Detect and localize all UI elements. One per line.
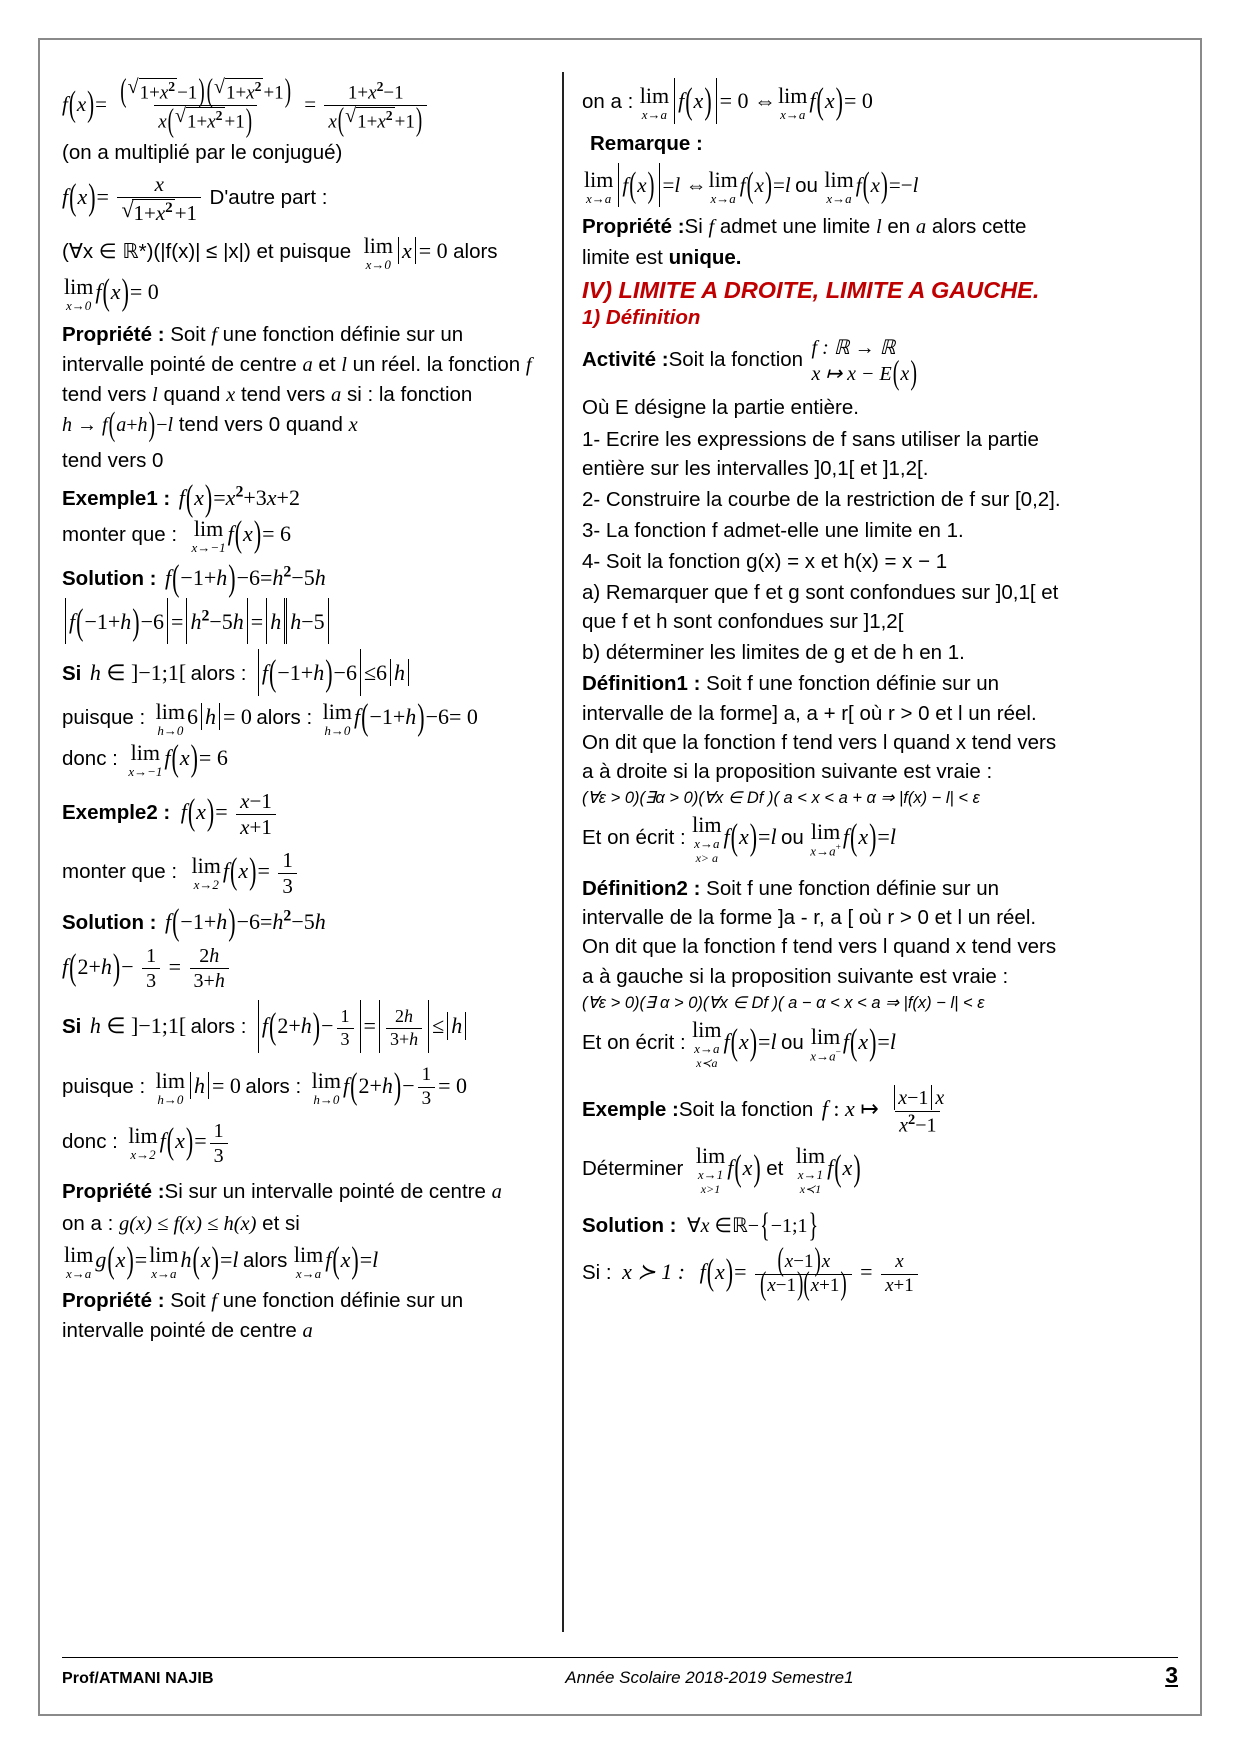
exemple1-si-label: Si (62, 661, 82, 685)
exemple1-donc-label: donc : (62, 746, 118, 770)
definition1-ou: ou (781, 826, 804, 850)
propriete3-t1: Soit (170, 1289, 206, 1313)
activite-q2: 2- Construire la courbe de la restriction de f sur [0,2]. (582, 487, 1061, 511)
exemple-solution-label: Solution : (582, 1213, 677, 1237)
propriete3-label: Propriété : (62, 1289, 165, 1313)
exemple2-puisque-line: puisque : lim h→0 h = 0 alors : lim h→0 f(2+h)− $\frac{1}{3}$ = 0 (62, 1063, 468, 1110)
definition1-label: Définition1 : (582, 672, 701, 696)
exemple1-label: Exemple1 : (62, 486, 171, 510)
dautre-part-text: D'autre part : (209, 185, 328, 209)
activite-label: Activité : (582, 348, 669, 372)
exemple2-solution-label: Solution : (62, 911, 157, 935)
propriete-encadrement: Propriété :Si sur un intervalle pointé de centre a (62, 1179, 502, 1203)
definition2-ecrit-label: Et on écrit : (582, 1031, 686, 1055)
map-line-2: x ↦ x − E(x) (811, 354, 917, 392)
pu-t3: en (887, 215, 911, 239)
activite-line (582, 336, 1062, 392)
propriete-unique-label: Propriété : (582, 215, 685, 239)
equation-conjugate: f(x)= $\frac{( √ 1+x^2 -1) ( √ 1+x^2 +1)}{x( √ 1+x^2 +1)}$ = $\frac{1+x^2-1}{x( √ 1+x^2 +1)}$ (62, 78, 544, 133)
exemple1-donc-line: donc : lim x→−1 f(x)= 6 (62, 735, 228, 779)
right-column (576, 72, 1062, 1632)
definition2-label: Définition2 : (582, 877, 701, 901)
activite-q1: 1- Ecrire les expressions de f sans utiliser la partie entière sur les intervalles ]0,1[ et ]1,2[. (582, 427, 1039, 480)
propriete-t2: une fonction définie sur un intervalle pointé de centre (62, 322, 464, 376)
definition2-formula: (∀ε > 0)(∃ α > 0)(∀x ∈ Df )( a − α < x < a ⇒ |f(x) − l| < ε (582, 993, 985, 1012)
propriete-t7: tend vers (240, 382, 326, 406)
pu-t4: alors cette limite est (582, 215, 1027, 269)
propriete3-t2: une fonction définie sur un intervalle pointé de centre (62, 1289, 464, 1343)
left-column (62, 72, 562, 1632)
activite-q4: 4- Soit la fonction g(x) = x et h(x) = x − 1 (582, 549, 948, 573)
remarque-equation: lim x→a f(x) =l ⇔ lim x→a f(x)=l ou lim x→a f(x)=−l (584, 164, 919, 207)
exemple-statement: Exemple :Soit la fonction f : x ↦ $\frac{x-1 x}{x^2-1}$ (582, 1087, 945, 1137)
exemple2-statement: Exemple2 : f(x)= $\frac{x-1}{x+1}$ (62, 790, 544, 839)
definition1-block (582, 669, 1062, 785)
propriete2-t2: on a : (62, 1212, 114, 1236)
definition2-text: Soit f une fonction définie sur un intervalle de la forme ]a - r, a [ où r > 0 et l un réel. On dit que la fonction f tend vers l quand x tend vers a à gauche si la proposition suivante est vraie : (582, 877, 1057, 988)
activite-q4a: a) Remarquer que f et g sont confondues sur ]0,1[ et que f et h sont confondues sur ]1,2[ (582, 581, 1059, 634)
exemple1-solution-label: Solution : (62, 567, 157, 591)
exemple2-monter-que: monter que : lim x→2 f(x)= $\frac{1}{3}$ (62, 849, 544, 898)
exemple2-alors-label: alors : (190, 1015, 247, 1039)
footer-author: Prof/ATMANI NAJIB (62, 1670, 214, 1687)
exemple2-monter-label: monter que : (62, 860, 178, 884)
propriete2-t1: Si sur un intervalle pointé de centre (164, 1179, 486, 1203)
activite-q3: 3- La fonction f admet-elle une limite en 1. (582, 518, 964, 542)
propriete-t5: tend vers (62, 382, 147, 406)
exemple1-solution: Solution : $f(-1+h)-6=h^2-5h$ (62, 555, 326, 599)
determiner-label: Déterminer (582, 1156, 684, 1180)
propriete-t8: si : la fonction (346, 382, 473, 406)
propriete-label: Propriété : (62, 322, 165, 346)
equation-on-a-abs: on a : lim x→a f(x) = 0 ⇔ lim x→a f(x)= 0 (582, 79, 873, 123)
footer-separator (62, 1657, 1178, 1658)
propriete3-block: Propriété : Soit f une fonction définie sur un intervalle pointé de centre a (62, 1289, 464, 1343)
propriete2-encadrement-line (62, 1209, 544, 1239)
function-mapping (811, 336, 918, 392)
definition2-notation: Et on écrit : lim x→a x≺a f(x)=l ou lim x→a− f(x)=l (582, 1017, 896, 1071)
section-subheading-definition: 1) Définition (582, 306, 701, 330)
activite-q4b: b) déterminer les limites de g et de h en 1. (582, 641, 965, 665)
pu-t2: admet une limite (719, 215, 871, 239)
propriete-definition-h: Propriété : Soit f une fonction définie sur un intervalle pointé de centre a et l un réel. la fonction f tend vers l quand x tend vers a si : la fonction h → f(a+h)−l tend vers 0 quand x (62, 322, 532, 444)
on-a-label: on a : (582, 90, 634, 114)
exemple1-monter-que: monter que : lim x→−1 f(x)= 6 (62, 511, 292, 555)
exemple-label: Exemple : (582, 1098, 679, 1122)
activite-text: Soit la fonction (668, 348, 804, 372)
propriete-t6: quand (163, 382, 221, 406)
exemple1-alors2-label: alors : (256, 705, 313, 729)
exemple2-label: Exemple2 : (62, 801, 171, 825)
propriete-t10: tend vers 0 (62, 449, 164, 473)
alors-text: alors (453, 239, 498, 263)
activite-ou-e: Où E désigne la partie entière. (582, 396, 859, 420)
exemple-determiner: Déterminer lim x→1 x>1 f(x) et lim x→1 x≺1 f(x) (582, 1142, 861, 1196)
page-content (62, 72, 1062, 1632)
propriete-t9: tend vers 0 quand (178, 413, 343, 437)
exemple1-puisque-label: puisque : (62, 705, 146, 729)
exemple1-abs-equation: $f(-1+h)-6 = h^2-5h = h$ h−5 (62, 598, 544, 644)
exemple2-si-line: Si h ∈ ]−1;1[ alors : f(2+h)− $\frac{1}{3}$ = $\frac{2h}{3+h}$ ≤ h (62, 1000, 544, 1053)
definition1-formula: (∀ε > 0)(∃α > 0)(∀x ∈ Df )( a < x < a + α ⇒ |f(x) − l| < ε (582, 788, 980, 807)
propriete2-limits-line: lim x→a g(x)= lim x→a h(x)=l alors lim x→a f(x)=l (64, 1238, 379, 1282)
propriete-t3: et (318, 352, 336, 376)
exemple2-alors2-label: alors : (245, 1074, 302, 1098)
remarque-label: Remarque : (590, 132, 703, 156)
definition1-notation: Et on écrit : lim x→a x> a f(x)=l ou lim x→a+ f(x)=l (582, 812, 896, 866)
exemple-text: Soit la fonction (678, 1098, 814, 1122)
map-line-1: f : ℝ → ℝ (811, 337, 896, 360)
forall-text: (∀x ∈ ℝ*)(|f(x)| ≤ |x|) et puisque (62, 239, 352, 263)
definition1-ecrit-label: Et on écrit : (582, 826, 686, 850)
footer-school-year: Année Scolaire 2018-2019 Semestre1 (565, 1668, 854, 1687)
definition2-block (582, 874, 1062, 990)
exemple1-puisque-line: puisque : lim h→0 6 h = 0 alors : lim h→0 f(−1+h)−6= 0 (62, 694, 478, 738)
exemple1-si-line: Si h ∈ ]−1;1[ alors : f(−1+h)−6 ≤6 h (62, 649, 544, 695)
propriete3-t3: a (302, 1320, 313, 1343)
exemple-si-line: Si : x ≻ 1 : f(x)= $\frac{(x-1)x}{(x-1)(x+1)}$ = $\frac{x}{x+1}$ (582, 1252, 1062, 1297)
equation-simplified: f(x)= x √ $1+x^2+1$ D'autre part : (62, 173, 544, 225)
propriete2-inequality: g(x) ≤ f(x) ≤ h(x) (119, 1213, 257, 1236)
pu-bold: unique. (668, 245, 742, 269)
exemple1-monter-label: monter que : (62, 522, 178, 546)
propriete2-label: Propriété : (62, 1179, 165, 1203)
definition2-ou: ou (781, 1031, 804, 1055)
exemple-si-cond: x ≻ 1 : (622, 1259, 686, 1285)
exemple2-si-label: Si (62, 1015, 82, 1039)
exemple-solution: Solution : ∀x ∈ℝ−{−1;1} (582, 1206, 819, 1245)
line-forall-bound: (∀x ∈ ℝ*)(|f(x)| ≤ |x|) et puisque lim x→0 x = 0 alors (62, 232, 498, 272)
propriete-t1: Soit (170, 322, 206, 346)
column-divider (562, 72, 564, 1632)
remarque-ou: ou (795, 174, 818, 198)
exemple-si-label: Si : (582, 1261, 612, 1285)
exemple2-puisque-label: puisque : (62, 1074, 146, 1098)
propriete2-t3: et si (262, 1212, 300, 1236)
exemple2-equation-2h: f(2+h)− $\frac{1}{3}$ = $\frac{2h}{3+h}$ (62, 945, 544, 992)
section-heading-iv: IV) LIMITE A DROITE, LIMITE A GAUCHE. (582, 276, 1040, 303)
exemple1-statement: Exemple1 : $f(x)=x^2+3x+2$ (62, 475, 300, 519)
footer-page-number: 3 (1165, 1662, 1178, 1688)
propriete-unique-block: Propriété :Si f admet une limite l en a alors cette limite est unique. (582, 215, 1027, 269)
propriete2-alors: alors (242, 1249, 288, 1273)
exemple2-donc-label: donc : (62, 1130, 118, 1154)
definition1-text: Soit f une fonction définie sur un intervalle de la forme] a, a + r[ où r > 0 et l un réel. On dit que la fonction f tend vers l quand x tend vers a à droite si la proposition suivante est vraie : (582, 672, 1057, 783)
note-conjugate: (on a multiplié par le conjugué) (62, 141, 343, 165)
propriete-t4: un réel. la fonction (352, 352, 521, 376)
determiner-et: et (766, 1156, 784, 1180)
exemple2-solution: Solution : $f(-1+h)-6=h^2-5h$ (62, 900, 326, 943)
exemple2-donc-line: donc : lim x→2 f(x)= $\frac{1}{3}$ (62, 1120, 544, 1167)
pu-t1: Si (684, 215, 703, 239)
exemple1-alors-label: alors : (190, 661, 247, 685)
equation-lim-f-zero: lim x→0 f(x)= 0 (64, 269, 159, 313)
page-footer (62, 1662, 1178, 1692)
